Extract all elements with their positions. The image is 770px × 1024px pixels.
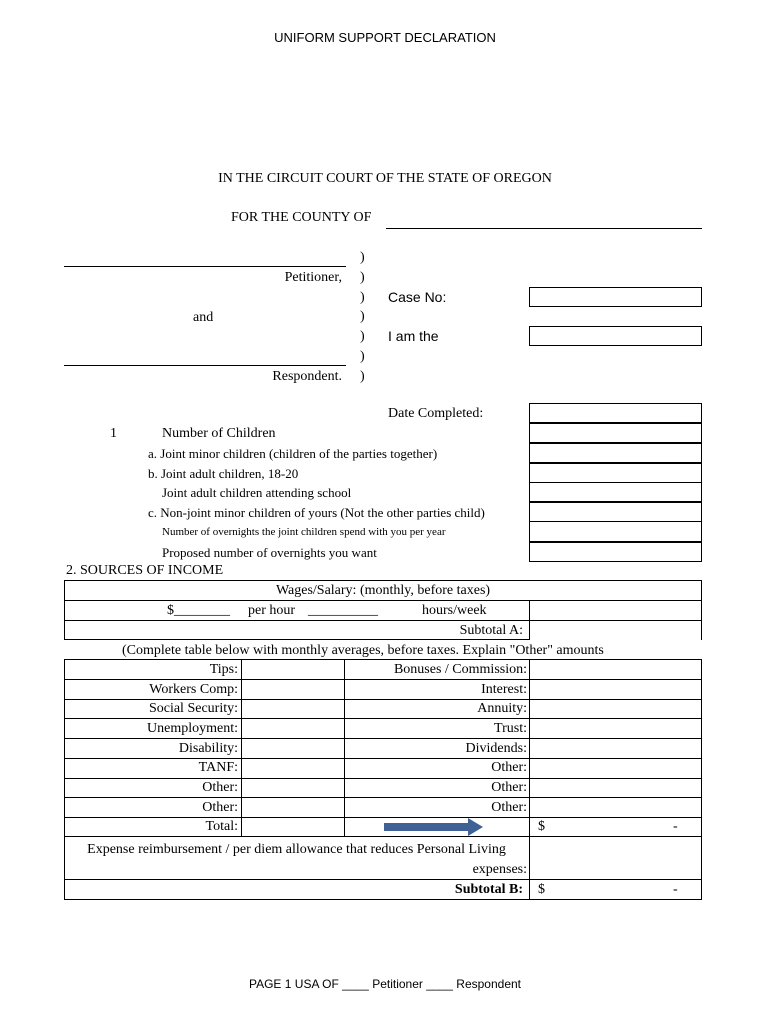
subtotal-b-dollar: $ xyxy=(538,882,545,897)
date-completed-field[interactable] xyxy=(529,403,702,423)
overnights-field[interactable] xyxy=(529,521,702,542)
number-of-children-field[interactable] xyxy=(529,423,702,443)
county-label: FOR THE COUNTY OF xyxy=(231,210,372,225)
dividends-field[interactable] xyxy=(530,739,701,758)
i-am-the-field[interactable] xyxy=(529,326,702,346)
caption-paren: ) xyxy=(360,349,365,364)
caption-paren: ) xyxy=(360,270,365,285)
tanf-field[interactable] xyxy=(242,779,344,797)
bonuses-label: Bonuses / Commission: xyxy=(393,662,527,677)
petitioner-name-field[interactable] xyxy=(64,266,346,267)
other-label: Other: xyxy=(202,780,238,795)
case-no-field[interactable] xyxy=(529,287,702,307)
and-label: and xyxy=(193,310,214,325)
per-hour-label: per hour xyxy=(248,603,296,618)
total-left-field[interactable] xyxy=(242,818,344,837)
dividends-label: Dividends: xyxy=(465,741,527,756)
other-label: Other: xyxy=(491,760,527,775)
joint-minor-children-field[interactable] xyxy=(529,443,702,463)
tips-amount-field[interactable] xyxy=(242,660,344,679)
respondent-footer-label: Respondent xyxy=(456,977,521,991)
petitioner-footer-label: Petitioner xyxy=(372,977,423,991)
case-no-label: Case No: xyxy=(388,289,447,305)
subtotal-b-label: Subtotal B: xyxy=(454,882,523,897)
caption-paren: ) xyxy=(360,290,365,305)
document-title: UNIFORM SUPPORT DECLARATION xyxy=(274,30,496,45)
joint-adult-children-label: b. Joint adult children, 18-20 xyxy=(148,466,299,481)
unemployment-label: Unemployment: xyxy=(147,721,238,736)
total-dollar-sign: $ xyxy=(538,819,545,834)
other-field[interactable] xyxy=(530,798,701,817)
hours-field[interactable]: __________ xyxy=(308,603,378,618)
other-field[interactable] xyxy=(530,779,701,797)
overnights-label: Number of overnights the joint children spend with you per year xyxy=(162,526,446,538)
number-of-children-label: Number of Children xyxy=(162,426,276,441)
caption-paren: ) xyxy=(360,250,365,265)
total-label: Total: xyxy=(205,819,238,834)
other-field[interactable] xyxy=(242,798,344,817)
annuity-field[interactable] xyxy=(530,700,701,718)
other-label: Other: xyxy=(491,780,527,795)
bonuses-field[interactable] xyxy=(530,660,701,679)
other-label: Other: xyxy=(202,800,238,815)
expense-label-2: expenses: xyxy=(472,862,527,877)
page-footer xyxy=(0,977,770,991)
joint-adult-school-field[interactable] xyxy=(529,482,702,502)
tips-field[interactable] xyxy=(242,680,344,699)
interest-label: Interest: xyxy=(481,682,527,697)
hours-week-label: hours/week xyxy=(422,603,487,618)
caption-paren: ) xyxy=(360,329,365,344)
subtotal-a-field[interactable] xyxy=(530,621,701,640)
caption-paren: ) xyxy=(360,369,365,384)
workers-comp-label: Workers Comp: xyxy=(149,682,238,697)
sources-of-income-heading: 2. SOURCES OF INCOME xyxy=(66,563,224,578)
workers-comp-field[interactable] xyxy=(242,700,344,718)
joint-adult-children-field[interactable] xyxy=(529,463,702,483)
arrow-right-icon xyxy=(384,817,484,837)
non-joint-children-label: c. Non-joint minor children of yours (Not the other parties child) xyxy=(148,505,485,520)
subtotal-a-label: Subtotal A: xyxy=(459,623,523,638)
petitioner-blank[interactable]: ____ xyxy=(342,977,369,991)
tanf-label: TANF: xyxy=(198,760,238,775)
petitioner-label: Petitioner, xyxy=(284,270,342,285)
i-am-the-label: I am the xyxy=(388,328,439,344)
unemployment-field[interactable] xyxy=(242,739,344,758)
county-field[interactable] xyxy=(386,228,702,229)
joint-adult-school-label: Joint adult children attending school xyxy=(162,485,352,500)
tips-label: Tips: xyxy=(209,662,238,677)
caption-paren: ) xyxy=(360,309,365,324)
section-number: 1 xyxy=(110,426,117,441)
interest-field[interactable] xyxy=(530,680,701,699)
income-instructions: (Complete table below with monthly averages, before taxes. Explain "Other" amounts xyxy=(122,643,604,658)
social-security-label: Social Security: xyxy=(148,701,238,716)
subtotal-b-value: - xyxy=(673,882,678,897)
respondent-label: Respondent. xyxy=(272,369,342,384)
other-field[interactable] xyxy=(530,759,701,778)
proposed-overnights-field[interactable] xyxy=(529,542,702,562)
wages-header: Wages/Salary: (monthly, before taxes) xyxy=(275,583,491,598)
annuity-label: Annuity: xyxy=(477,701,527,716)
disability-label: Disability: xyxy=(178,741,238,756)
wages-amount-field[interactable] xyxy=(530,601,701,620)
page-label: PAGE 1 USA OF xyxy=(248,977,339,991)
proposed-overnights-label: Proposed number of overnights you want xyxy=(162,545,377,560)
social-security-field[interactable] xyxy=(242,719,344,738)
hourly-rate-field[interactable]: $________ xyxy=(167,603,230,618)
respondent-blank[interactable]: ____ xyxy=(426,977,453,991)
expense-field[interactable] xyxy=(530,838,701,879)
date-completed-label: Date Completed: xyxy=(388,406,484,421)
court-heading: IN THE CIRCUIT COURT OF THE STATE OF OREGON xyxy=(218,171,552,186)
disability-field[interactable] xyxy=(242,759,344,778)
total-value: - xyxy=(673,819,678,834)
other-label: Other: xyxy=(491,800,527,815)
respondent-name-field[interactable] xyxy=(64,365,346,366)
trust-label: Trust: xyxy=(494,721,527,736)
expense-label: Expense reimbursement / per diem allowance that reduces Personal Living xyxy=(87,842,506,857)
non-joint-children-field[interactable] xyxy=(529,502,702,522)
trust-field[interactable] xyxy=(530,719,701,738)
joint-minor-children-label: a. Joint minor children (children of the parties together) xyxy=(148,446,438,461)
